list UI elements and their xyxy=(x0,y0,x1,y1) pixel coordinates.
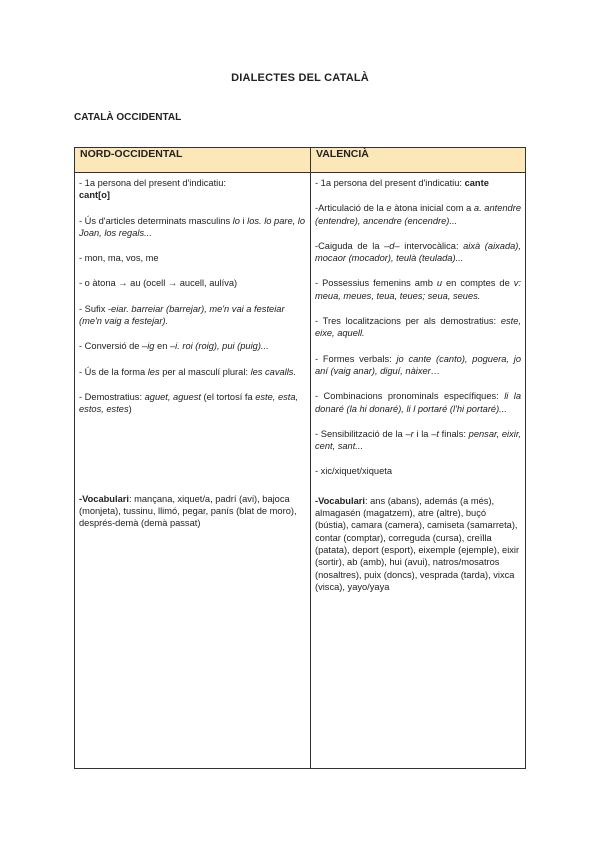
list-item: - Ús d'articles determinats masculins lo i los. lo pare, lo Joan, los regals... xyxy=(79,215,306,238)
vocabulary-item: -Vocabulari: mançana, xiquet/a, padrí (avi), bajoca (monjeta), tussinu, llimó, pegar, panís (blat de moro), després-demà (demà passat) xyxy=(79,493,297,529)
list-item: - 1a persona del present d'indicatiu: cant[o] xyxy=(79,178,227,201)
list-item: - Sensibilització de la –r i la –t finals: pensar, eixir, cent, sant... xyxy=(315,428,521,452)
list-item: - 1a persona del present d'indicatiu: cante xyxy=(315,178,489,188)
page-title: DIALECTES DEL CATALÀ xyxy=(231,72,369,84)
list-item: - Tres localitzacions per als demostratius: este, eixe, aquell. xyxy=(315,316,521,339)
list-item: - Formes verbals: jo cante (canto), poguera, jo aní (vaig anar), diguí, nàixer… xyxy=(315,353,521,376)
list-item: -Articulació de la e àtona inicial com a a. antendre (entendre), ancendre (encendre)... xyxy=(315,203,521,226)
section-subtitle: CATALÀ OCCIDENTAL xyxy=(74,112,182,123)
list-item: - Combinacions pronominals específiques: li la donaré (la hi donaré), li l portaré (l'hi portaré)... xyxy=(315,391,521,414)
list-item: - mon, ma, vos, me xyxy=(79,253,159,264)
list-item: -Caiguda de la –d– intervocàlica: aixà (aixada), mocaor (mocador), teulà (teulada)... xyxy=(315,240,521,264)
list-item: - o àtona → au (ocell → aucell, aulíva) xyxy=(79,278,238,289)
cell-valencia xyxy=(311,173,526,769)
list-item: - Conversió de –ig en –i. roi (roig), pui (puig)... xyxy=(79,341,269,352)
header-nord-occidental: NORD-OCCIDENTAL xyxy=(75,148,311,173)
list-item: - Ús de la forma les per al masculí plural: les cavalls. xyxy=(79,366,297,377)
list-item: - Sufix -eiar. barreiar (barrejar), me'n vai a festeiar (me'n vaig a festejar). xyxy=(79,303,285,327)
vocabulary-item: -Vocabulari: ans (abans), además (a més), almagasén (magatzem), atre (altre), buçó (bústia), camara (camera), camiseta (samarreta), contar (comptar), correguda (cursa), creïlla (patata), deport (esport), eixemple (ejemple), eixir (sortir), ab (amb), hui (avui), natros/mosatros (nosaltres), puix (doncs), vesprada (tarda), vixca (visca), yayo/yaya xyxy=(315,495,520,592)
header-valencia: VALENCIÀ xyxy=(311,148,526,173)
list-item: - xic/xiquet/xiqueta xyxy=(315,466,392,477)
spacer xyxy=(79,429,306,493)
list-item: - Possessius femenins amb u en comptes de v: meua, meues, teua, teues; seua, seues. xyxy=(315,278,521,301)
cell-nord-occidental xyxy=(75,173,311,769)
table-header-row xyxy=(75,148,526,173)
table-body-row xyxy=(75,173,526,769)
dialects-table xyxy=(74,147,526,769)
list-item: - Demostratius: aguet, aguest (el tortosí fa este, esta, estos, estes) xyxy=(79,391,299,415)
